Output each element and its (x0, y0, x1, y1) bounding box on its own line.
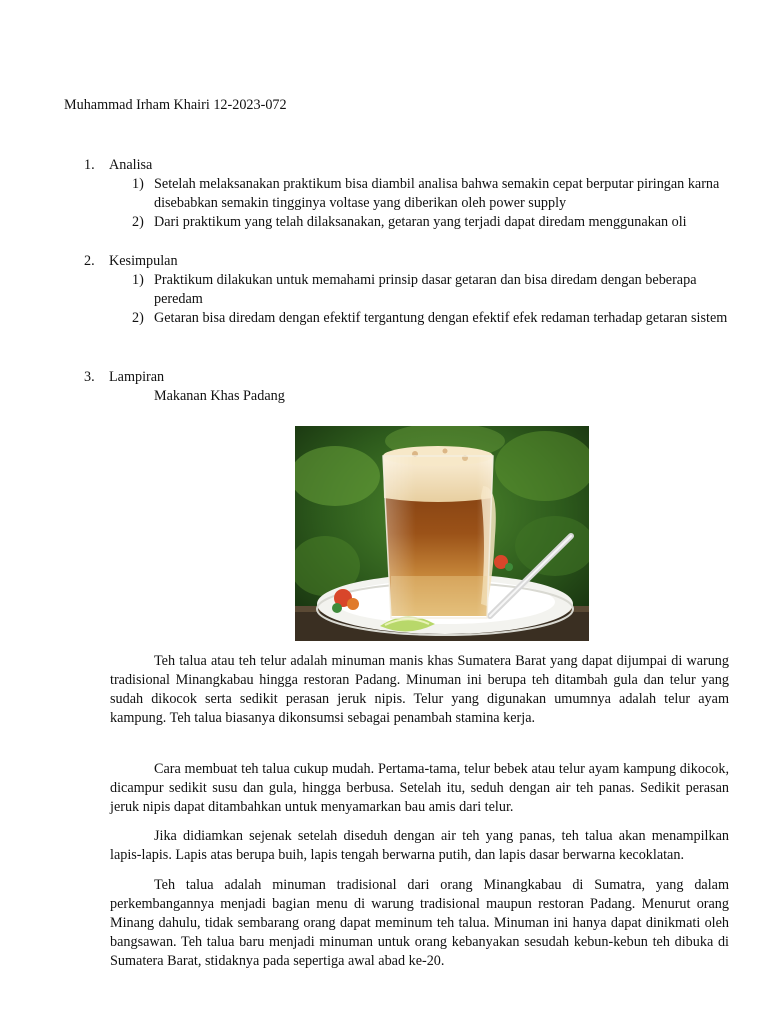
numbered-list (84, 271, 734, 328)
section-title: Analisa (109, 157, 153, 173)
list-item-text: Praktikum dilakukan untuk memahami prinsip dasar getaran dan bisa diredam dengan beberapa peredam (154, 272, 697, 307)
numbered-list (84, 175, 734, 232)
section-title: Lampiran (109, 369, 165, 385)
section-number: 3. (84, 369, 95, 385)
section-lampiran (84, 368, 734, 406)
paragraph: Cara membuat teh talua cukup mudah. Pertama-tama, telur bebek atau telur ayam kampung dikocok, dicampur sedikit susu dan gula, hingga berbusa. Setelah itu, seduh dengan air teh panas. Sedikit perasan jeruk nipis dapat ditambahkan untuk menyamarkan bau amis dari telur. (110, 761, 729, 815)
section-number: 2. (84, 253, 95, 269)
author-line: Muhammad Irham Khairi 12-2023-072 (64, 97, 287, 113)
list-item-number: 1) (132, 272, 144, 288)
section-heading (84, 368, 734, 387)
list-item-number: 2) (132, 310, 144, 326)
paragraph: Teh talua adalah minuman tradisional dari orang Minangkabau di Sumatra, yang dalam perkembangannya menjadi bagian menu di warung tradisional maupun restoran Padang. Menurut orang Minang dahulu, tidak sembarang orang dapat meminum teh talua. Minuman ini hanya dapat dinikmati oleh bangsawan. Teh talua baru menjadi minuman untuk orang kebanyakan sesudah kebun-kebun teh dibuka di Sumatera Barat, stidaknya pada sepertiga awal abad ke-20. (110, 877, 729, 969)
paragraph: Jika didiamkan sejenak setelah diseduh dengan air teh yang panas, teh talua akan menampilkan lapis-lapis. Lapis atas berupa buih, lapis tengah berwarna putih, dan lapis dasar berwarna kecoklatan. (110, 828, 729, 863)
teh-talua-illustration (295, 426, 589, 641)
section-subtitle: Makanan Khas Padang (154, 388, 285, 404)
section-number: 1. (84, 157, 95, 173)
list-item (132, 309, 734, 328)
section-analisa (84, 156, 734, 232)
section-heading (84, 156, 734, 175)
list-item (132, 213, 734, 232)
list-item-number: 2) (132, 214, 144, 230)
section-kesimpulan (84, 252, 734, 328)
list-item-text: Getaran bisa diredam dengan efektif tergantung dengan efektif efek redaman terhadap getaran sistem (154, 310, 728, 326)
list-item (132, 175, 734, 213)
section-heading (84, 252, 734, 271)
list-item-text: Setelah melaksanakan praktikum bisa diambil analisa bahwa semakin cepat berputar piringan karna disebabkan semakin tingginya voltase yang diberikan oleh power supply (154, 176, 720, 211)
teh-talua-photo (295, 426, 589, 641)
list-item (132, 271, 734, 309)
section-title: Kesimpulan (109, 253, 178, 269)
paragraph: Teh talua atau teh telur adalah minuman manis khas Sumatera Barat yang dapat dijumpai di warung tradisional Minangkabau hingga restoran Padang. Minuman ini berupa teh ditambah gula dan telur yang sudah dikocok serta sedikit perasan jeruk nipis. Telur yang digunakan umumnya adalah telur ayam kampung. Teh talua biasanya dikonsumsi sebagai penambah stamina kerja. (110, 653, 729, 726)
list-item-number: 1) (132, 176, 144, 192)
list-item-text: Dari praktikum yang telah dilaksanakan, getaran yang terjadi dapat diredam menggunakan oli (154, 214, 687, 230)
